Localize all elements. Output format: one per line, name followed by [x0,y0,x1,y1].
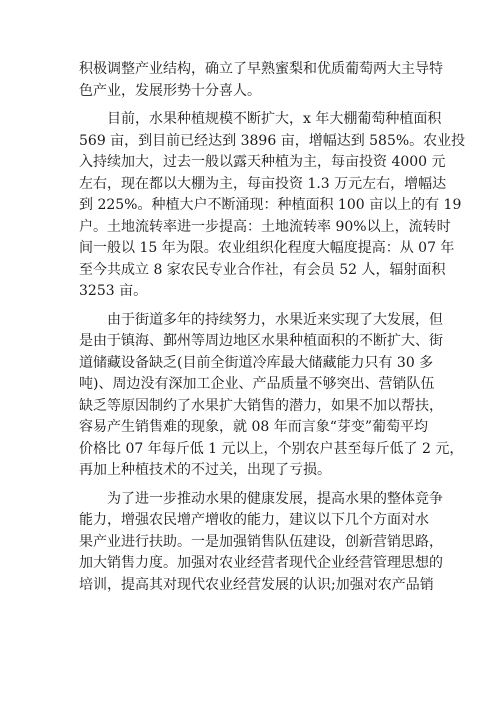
text-line: 加大销售力度。加强对农业经营者现代企业经营管理思想的 [79,555,443,571]
paragraph-1 [79,59,443,102]
text-line: 间一般以 15 年为限。农业组织化程度大幅度提高：从 07 年 [79,240,455,256]
text-line: 缺乏等原因制约了水果扩大销售的潜力，如果不加以帮扶， [79,397,443,414]
text-line: 能力，增强农民增产增收的能力，建议以下几个方面对水 [79,512,429,528]
text-line: 户。土地流转率进一步提高：土地流转率 90%以上，流转时 [79,218,451,235]
text-line: 由于街道多年的持续努力，水果近来实现了大发展，但 [79,311,443,328]
text-line: 容易产生销售难的现象，就 08 年而言象“芽变”葡萄平均 [79,419,429,435]
document-body [79,59,466,596]
text-line: 入持续加大，过去一般以露天种植为主，每亩投资 4000 元 [79,154,446,170]
text-line: 色产业，发展形势十分喜人。 [79,82,261,99]
text-line: 再加上种植技术的不过关，出现了亏损。 [79,462,331,478]
text-line: 到 225%。种植大户不断涌现：种植面积 100 亩以上的有 19 [79,197,462,213]
text-line: 569 亩，到目前已经达到 3896 亩，增幅达到 585%。农业投 [79,132,466,149]
text-line: 是由于镇海、鄞州等周边地区水果种植面积的不断扩大、街 [79,333,443,349]
text-line: 积极调整产业结构，确立了早熟蜜梨和优质葡萄两大主导特 [79,61,443,77]
text-line: 价格比 07 年每斤低 1 元以上，个别农户甚至每斤低了 2 元， [79,440,464,457]
paragraph-2 [79,109,466,303]
text-line: 果产业进行扶助。一是加强销售队伍建设，创新营销思路， [79,533,443,550]
text-line: 至今共成立 8 家农民专业合作社，有会员 52 人，辐射面积 [79,261,446,278]
text-line: 左右，现在都以大棚为主，每亩投资 1.3 万元左右，增幅达 [79,175,447,192]
paragraph-4 [79,489,443,597]
text-line: 目前，水果种植规模不断扩大，x 年大棚葡萄种植面积 [79,111,442,127]
text-line: 培训，提高其对现代农业经营发展的认识;加强对农产品销 [79,576,434,593]
text-line: 3253 亩。 [79,283,148,299]
paragraph-3 [79,310,464,482]
text-line: 为了进一步推动水果的健康发展，提高水果的整体竞争 [79,490,443,507]
text-line: 道储藏设备缺乏(目前全街道冷库最大储藏能力只有 30 多 [79,354,434,371]
text-line: 吨)、周边没有深加工企业、产品质量不够突出、营销队伍 [79,376,435,392]
